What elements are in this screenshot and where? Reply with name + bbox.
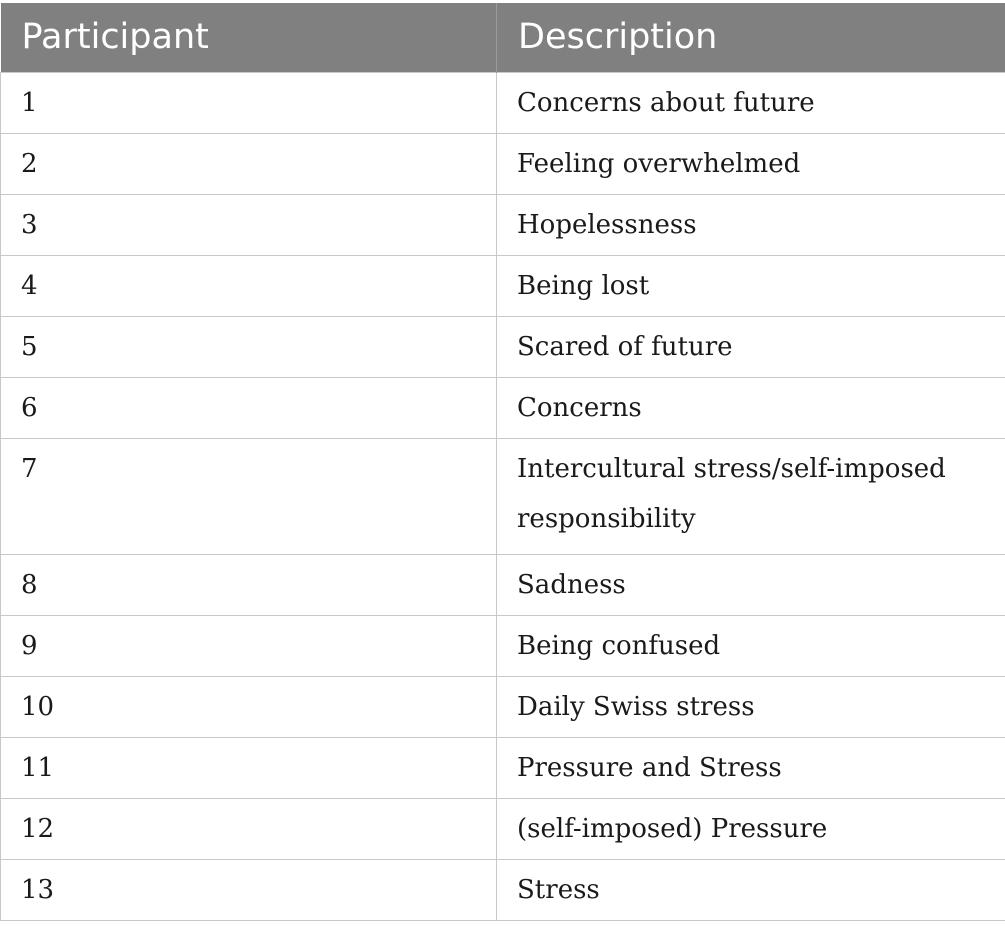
description-cell: Being confused [497,615,1005,676]
table-body [1,72,1005,920]
table-row [1,316,1005,377]
header-participant: Participant [1,3,497,72]
participant-cell: 6 [1,377,497,438]
table-row [1,255,1005,316]
header-row [1,3,1005,72]
table-row [1,72,1005,133]
table-row [1,676,1005,737]
table-row [1,438,1005,554]
participant-cell: 12 [1,798,497,859]
participant-cell: 11 [1,737,497,798]
participant-cell: 2 [1,133,497,194]
participant-cell: 3 [1,194,497,255]
table-row [1,615,1005,676]
description-cell: Hopelessness [497,194,1005,255]
table-row [1,554,1005,615]
description-cell: Concerns [497,377,1005,438]
participant-cell: 10 [1,676,497,737]
participant-cell: 4 [1,255,497,316]
description-cell: Scared of future [497,316,1005,377]
description-cell: Stress [497,859,1005,920]
description-cell: (self-imposed) Pressure [497,798,1005,859]
participant-cell: 9 [1,615,497,676]
table-row [1,194,1005,255]
participant-cell: 13 [1,859,497,920]
description-cell: Intercultural stress/self-imposed responsibility [497,438,1005,554]
description-cell: Pressure and Stress [497,737,1005,798]
table-row [1,859,1005,920]
participant-cell: 1 [1,72,497,133]
table-header [1,3,1005,72]
description-cell: Being lost [497,255,1005,316]
header-description: Description [518,17,718,58]
table-row [1,377,1005,438]
participant-table [0,3,1005,921]
description-cell: Feeling overwhelmed [497,133,1005,194]
participant-cell: 5 [1,316,497,377]
description-cell: Sadness [497,554,1005,615]
description-cell: Concerns about future [497,72,1005,133]
table-row [1,798,1005,859]
table-row [1,133,1005,194]
description-cell: Daily Swiss stress [497,676,1005,737]
table-row [1,737,1005,798]
participant-cell: 7 [1,438,497,554]
participant-cell: 8 [1,554,497,615]
